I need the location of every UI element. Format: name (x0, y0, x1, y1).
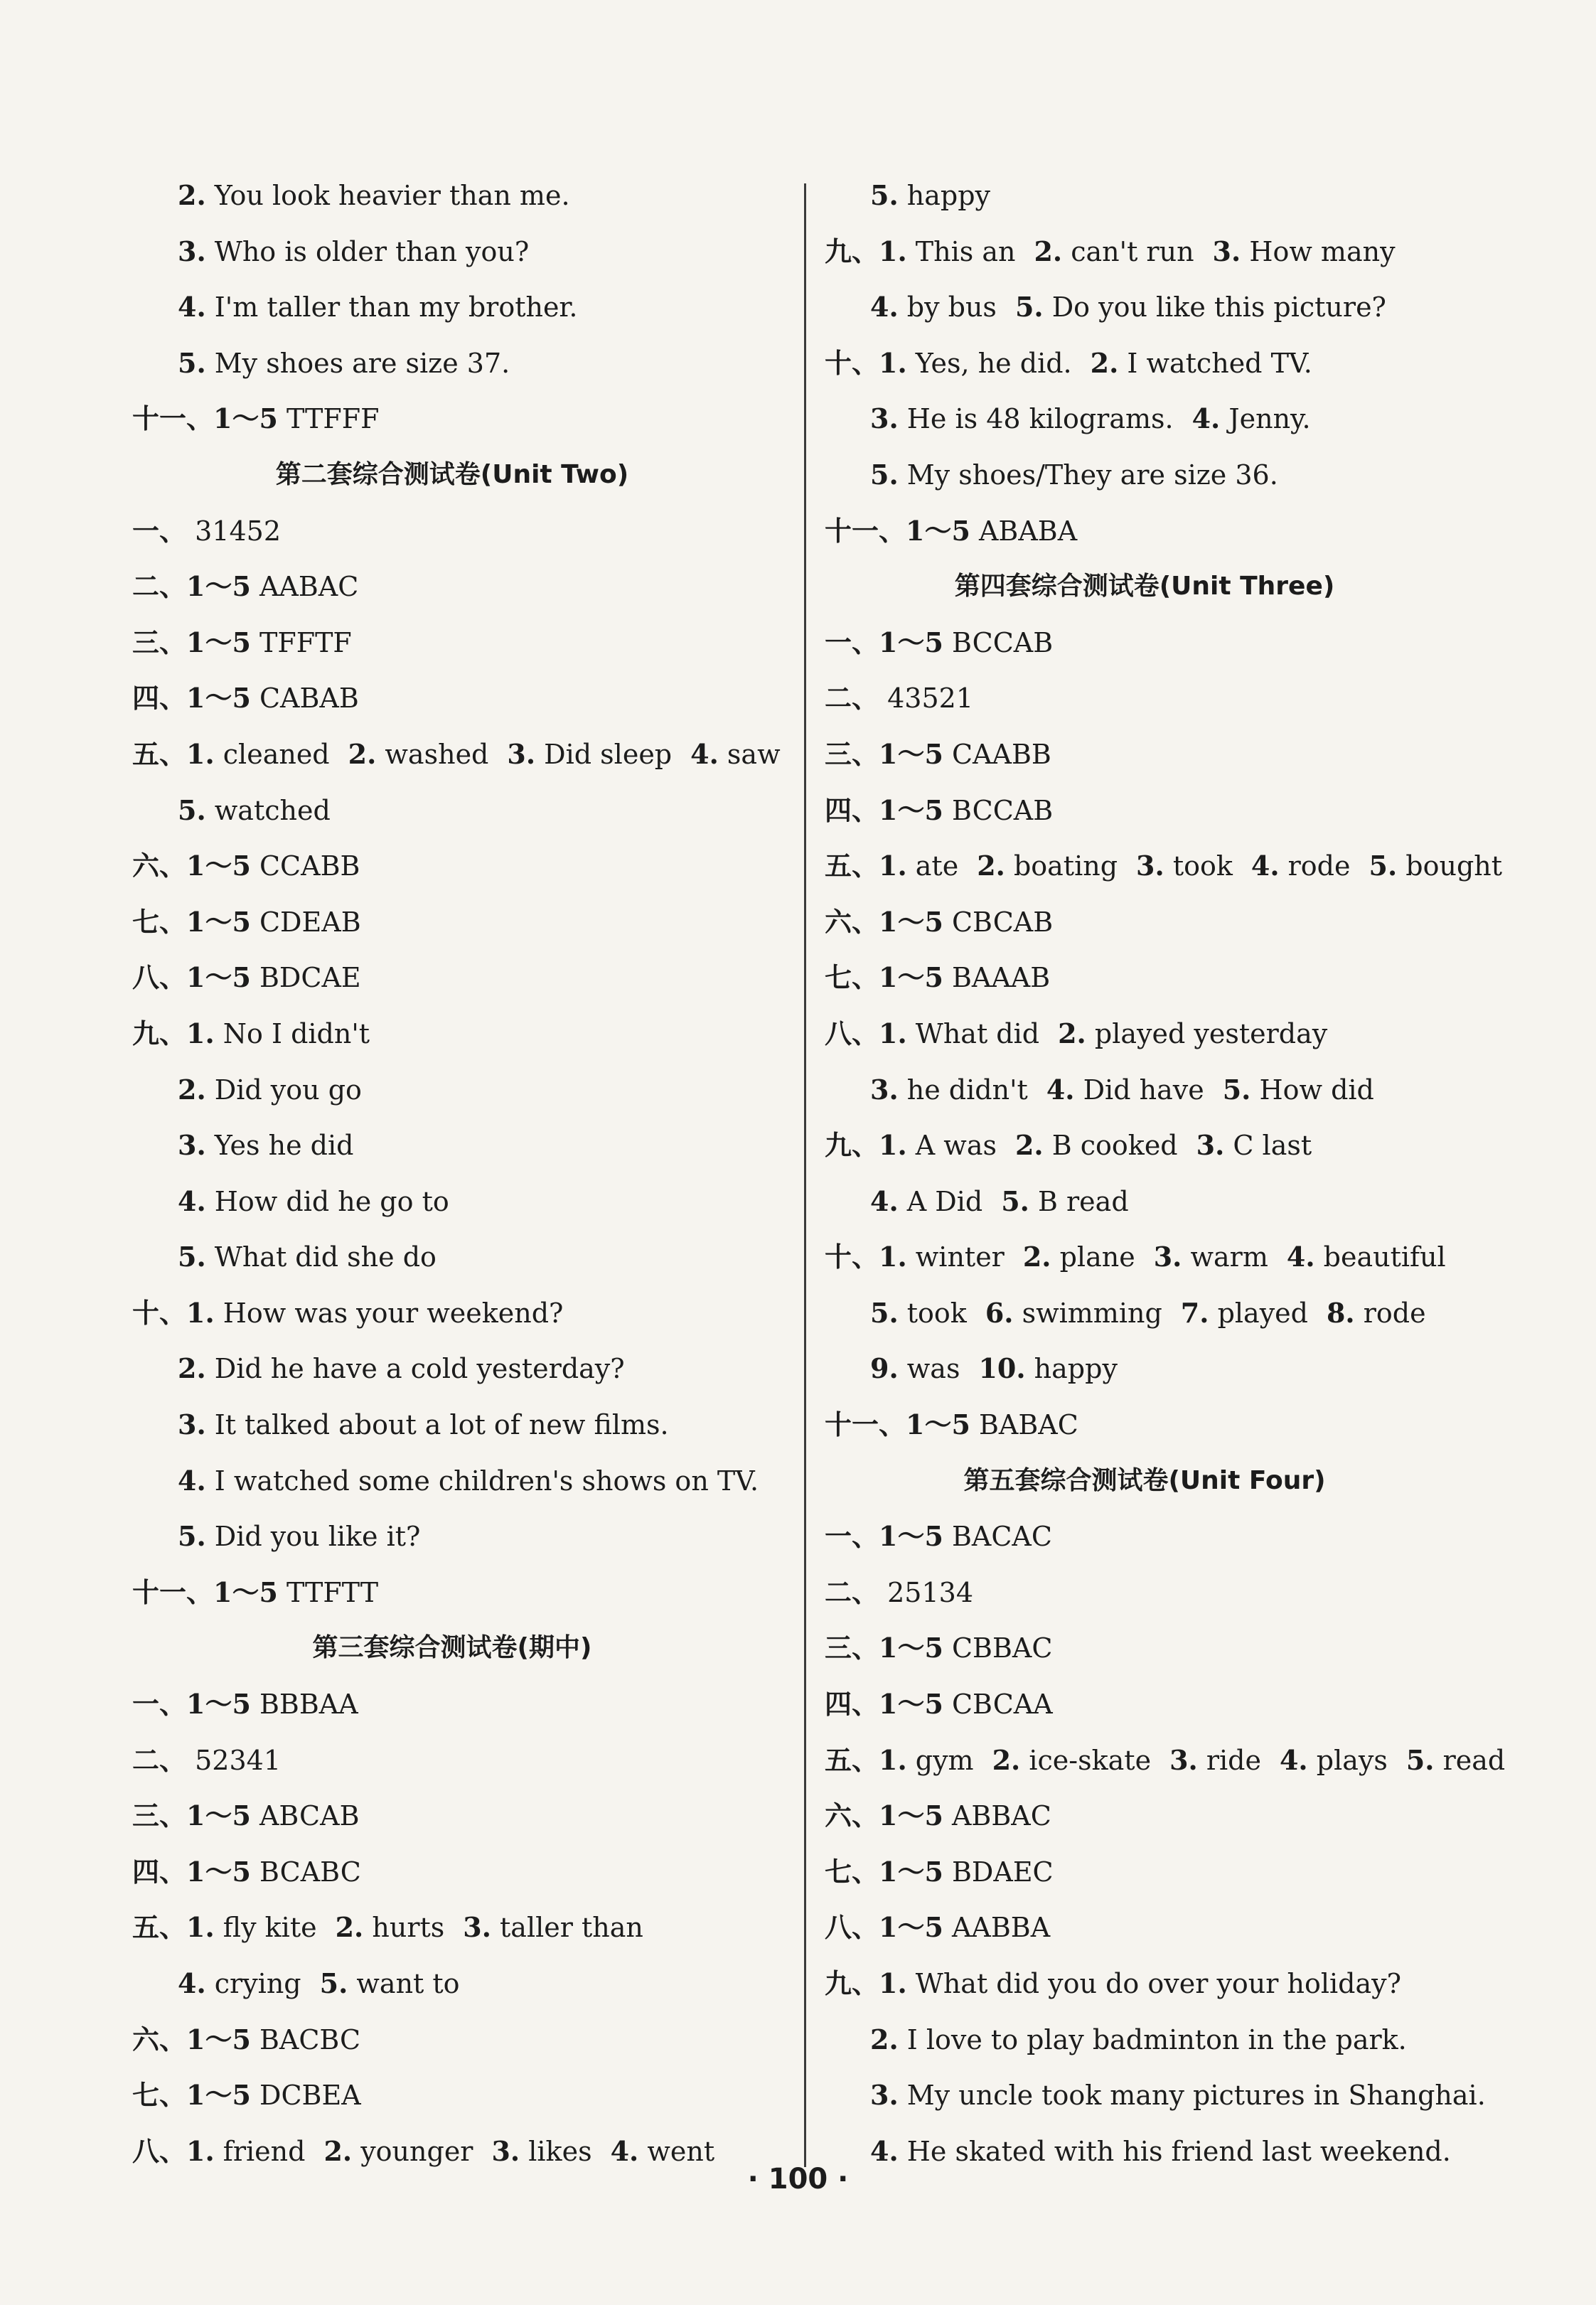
question-number: 九、1. (825, 1129, 907, 1162)
answer-text: can't run (1071, 235, 1194, 267)
question-number: 3. (1196, 1129, 1225, 1162)
answer-text: How many (1249, 235, 1396, 267)
answer-line (132, 615, 772, 671)
question-number: 一、1～5 (825, 1520, 943, 1553)
question-number: 3. (507, 737, 536, 770)
answer-text: CABAB (259, 683, 359, 715)
question-number: 2. (1014, 1129, 1044, 1162)
answer-text: BACBC (259, 2023, 361, 2055)
answer-text: CBCAB (951, 906, 1054, 938)
answer-line (132, 727, 781, 783)
answer-text: BCABC (259, 1856, 361, 1888)
question-number: 八、1. (825, 1017, 907, 1049)
answer-text: Do you like this picture? (1051, 292, 1386, 323)
question-number: 七、1～5 (825, 961, 943, 994)
answer-text: taller than (500, 1912, 643, 1944)
answer-line (132, 1844, 772, 1900)
question-number: 8. (1326, 1296, 1355, 1329)
question-number: 5. (1369, 850, 1398, 882)
answer-text: winter (915, 1241, 1005, 1273)
answer-line (132, 1676, 772, 1733)
question-number: 7. (1180, 1296, 1209, 1329)
answer-text: TTFTT (286, 1576, 379, 1608)
answer-line (132, 1397, 772, 1453)
answer-line (132, 559, 772, 615)
question-number: 2. (178, 1073, 206, 1106)
question-number: 4. (1191, 402, 1221, 435)
answer-line (825, 447, 1464, 503)
question-number: 4. (178, 1464, 206, 1497)
answer-text: My shoes/They are size 36. (906, 459, 1278, 491)
question-number: 五、1. (825, 1743, 907, 1776)
answer-text: hurts (372, 1912, 445, 1944)
answer-line (825, 1509, 1464, 1565)
answer-text: DCBEA (259, 2080, 361, 2112)
question-number: 七、1～5 (132, 2079, 251, 2112)
question-number: 10. (978, 1352, 1026, 1385)
answer-text: BCCAB (951, 626, 1054, 658)
answer-line (825, 1956, 1464, 2012)
answer-line (132, 279, 772, 336)
answer-text: ABCAB (259, 1800, 360, 1832)
question-number: 2. (977, 850, 1005, 882)
answer-text: AABBA (951, 1912, 1051, 1944)
question-number: 4. (1250, 850, 1280, 882)
question-number: 4. (870, 1184, 899, 1217)
question-number: 八、1. (132, 2134, 215, 2167)
answer-line (825, 838, 1503, 894)
answer-line (825, 2068, 1486, 2124)
answer-text: swimming (1022, 1297, 1162, 1329)
question-number: 2. (992, 1743, 1021, 1776)
answer-line (825, 1062, 1464, 1118)
question-number: 七、1～5 (132, 905, 251, 938)
answer-line (825, 670, 1464, 727)
answer-text: played (1217, 1297, 1308, 1329)
question-number: 4. (1046, 1073, 1075, 1106)
question-number: 4. (1279, 1743, 1308, 1776)
answer-line (825, 1285, 1464, 1342)
answer-line (132, 168, 772, 224)
question-number: 3. (870, 2079, 899, 2112)
question-number: 5. (178, 1241, 206, 1273)
question-number: 5. (178, 346, 206, 379)
answer-text: Did you like it? (214, 1521, 421, 1553)
answer-text: boating (1013, 850, 1118, 882)
question-number: 六、1～5 (825, 905, 943, 938)
answer-line (825, 1676, 1464, 1733)
answer-text: I'm taller than my brother. (214, 292, 578, 323)
answer-line (132, 1733, 772, 1789)
answer-text: It talked about a lot of new films. (214, 1409, 669, 1441)
answer-line (825, 1620, 1464, 1676)
answer-line (132, 1509, 772, 1565)
answer-text: CBCAA (951, 1689, 1053, 1721)
question-number: 八、1～5 (132, 961, 251, 994)
answer-line (825, 727, 1464, 783)
answer-line (825, 615, 1464, 671)
question-number: 4. (178, 291, 206, 323)
question-number: 3. (178, 1408, 206, 1441)
answer-text: likes (528, 2135, 592, 2167)
answer-text: ABBAC (951, 1800, 1051, 1832)
answer-line (825, 783, 1464, 839)
question-number: 四、1～5 (825, 1688, 943, 1721)
question-number: 2. (335, 1911, 364, 1944)
answer-line (132, 1565, 772, 1621)
question-number: 五、1. (132, 1911, 215, 1944)
answer-line (825, 503, 1464, 560)
answer-line (825, 1565, 1464, 1621)
question-number: 4. (870, 2134, 899, 2167)
answer-text: younger (360, 2135, 473, 2167)
answer-line (132, 224, 772, 280)
answer-text: crying (214, 1968, 301, 1999)
answer-line (825, 336, 1464, 392)
question-number: 3. (870, 402, 899, 435)
question-number: 2. (178, 1352, 206, 1385)
answer-text: took (1172, 850, 1233, 882)
answer-text: 52341 (195, 1744, 281, 1776)
answer-text: BDAEC (951, 1856, 1054, 1888)
question-number: 二、 (825, 1576, 879, 1608)
question-number: 三、1～5 (132, 626, 251, 658)
answer-line (132, 2012, 772, 2068)
answer-text: My shoes are size 37. (214, 347, 510, 379)
question-number: 四、1～5 (825, 793, 943, 826)
answer-text: happy (906, 180, 991, 211)
answer-line (132, 1229, 772, 1285)
question-number: 3. (491, 2134, 520, 2167)
answer-line (132, 670, 772, 727)
answer-line (132, 1453, 772, 1509)
answer-text: plays (1316, 1744, 1388, 1776)
answer-line (132, 2068, 772, 2124)
answer-text: This an (915, 235, 1016, 267)
answer-text: went (647, 2135, 715, 2167)
answer-line (132, 1788, 772, 1844)
answer-line (825, 1788, 1464, 1844)
answer-line (825, 391, 1464, 447)
question-number: 3. (1169, 1743, 1198, 1776)
question-number: 5. (178, 1520, 206, 1553)
question-number: 三、1～5 (825, 1632, 943, 1664)
question-number: 2. (323, 2134, 353, 2167)
answer-text: What did you do over your holiday? (915, 1968, 1401, 1999)
answer-line (132, 1174, 772, 1230)
question-number: 3. (870, 1073, 899, 1106)
left-column (132, 168, 781, 2179)
question-number: 一、 (132, 514, 187, 547)
question-number: 2. (870, 2023, 899, 2055)
answer-line (825, 279, 1464, 336)
answer-line (132, 336, 772, 392)
question-number: 5. (1001, 1184, 1029, 1217)
question-number: 十一、1～5 (825, 1408, 970, 1441)
question-number: 八、1～5 (825, 1911, 943, 1944)
question-number: 5. (870, 458, 899, 491)
answer-text: ride (1206, 1744, 1261, 1776)
answer-text: watched (214, 794, 331, 826)
answer-text: I watched some children's shows on TV. (214, 1465, 759, 1497)
answer-line (825, 1900, 1464, 1956)
question-number: 5. (870, 1296, 899, 1329)
question-number: 6. (985, 1296, 1014, 1329)
answer-line (825, 1397, 1464, 1453)
section-heading: 第三套综合测试卷(期中) (312, 1633, 592, 1663)
answer-line (825, 1006, 1464, 1062)
answer-text: ate (915, 850, 959, 882)
question-number: 十、1. (825, 1241, 907, 1273)
answer-text: Jenny. (1228, 403, 1311, 435)
answer-text: warm (1190, 1241, 1268, 1273)
question-number: 五、1. (132, 737, 215, 770)
answer-text: 43521 (887, 683, 973, 715)
column-divider (804, 183, 806, 2167)
section-heading: 第二套综合测试卷(Unit Two) (275, 459, 629, 489)
answer-text: read (1442, 1744, 1506, 1776)
answer-line (132, 894, 772, 951)
section-heading: 第五套综合测试卷(Unit Four) (963, 1465, 1326, 1495)
answer-line (132, 1900, 772, 1956)
answer-line (825, 224, 1464, 280)
question-number: 5. (1405, 1743, 1435, 1776)
answer-text: BAAAB (951, 962, 1051, 994)
answer-line (825, 1733, 1506, 1789)
question-number: 4. (870, 291, 899, 323)
answer-text: CCABB (259, 850, 360, 882)
answer-line (132, 783, 772, 839)
answer-text: friend (223, 2135, 306, 2167)
answer-line (132, 1285, 772, 1342)
answer-line (825, 1341, 1464, 1397)
answer-text: I love to play badminton in the park. (906, 2023, 1407, 2055)
answer-text: Did sleep (544, 738, 673, 770)
answer-text: Yes, he did. (915, 347, 1072, 379)
question-number: 六、1～5 (825, 1799, 943, 1832)
question-number: 9. (870, 1352, 899, 1385)
question-number: 七、1～5 (825, 1855, 943, 1888)
answer-text: You look heavier than me. (214, 180, 570, 211)
answer-text: bought (1405, 850, 1503, 882)
question-number: 三、1～5 (132, 1799, 251, 1832)
answer-text: ice-skate (1029, 1744, 1152, 1776)
question-number: 2. (1022, 1241, 1051, 1273)
answer-text: BBBAA (259, 1689, 358, 1721)
answer-text: BABAC (978, 1409, 1078, 1441)
question-number: 十、1. (132, 1296, 215, 1329)
answer-text: was (906, 1353, 960, 1385)
answer-line (825, 1174, 1464, 1230)
question-number: 5. (178, 793, 206, 826)
answer-text: How was your weekend? (223, 1297, 564, 1329)
question-number: 3. (463, 1911, 491, 1944)
answer-text: No I didn't (223, 1017, 370, 1049)
answer-text: Who is older than you? (214, 235, 530, 267)
question-number: 一、1～5 (132, 1688, 251, 1721)
answer-text: What did she do (214, 1241, 437, 1273)
answer-text: happy (1034, 1353, 1118, 1385)
answer-text: A was (915, 1130, 997, 1162)
question-number: 5. (319, 1967, 348, 1999)
question-number: 5. (1222, 1073, 1251, 1106)
question-number: 2. (1058, 1017, 1086, 1049)
question-number: 十一、1～5 (132, 402, 278, 435)
answer-text: TTFFF (286, 403, 380, 435)
answer-line (132, 950, 772, 1006)
answer-text: washed (385, 738, 489, 770)
answer-text: fly kite (223, 1912, 317, 1944)
answer-line (825, 168, 1464, 224)
question-number: 九、1. (132, 1017, 215, 1049)
answer-line (132, 391, 772, 447)
question-number: 二、 (132, 1743, 187, 1776)
answer-text: 25134 (887, 1576, 973, 1608)
answer-text: want to (356, 1968, 460, 1999)
page-number: · 100 · (747, 2163, 849, 2196)
answer-text: Did you go (214, 1074, 362, 1106)
answer-text: Yes he did (214, 1130, 354, 1162)
answer-line (825, 950, 1464, 1006)
answer-text: How did (1259, 1074, 1374, 1106)
answer-line (825, 894, 1464, 951)
answer-text: Did have (1083, 1074, 1204, 1106)
answer-line (132, 1118, 772, 1174)
answer-text: What did (915, 1017, 1040, 1049)
question-number: 十一、1～5 (132, 1576, 278, 1608)
answer-text: plane (1059, 1241, 1135, 1273)
answer-text: My uncle took many pictures in Shanghai. (906, 2080, 1486, 2112)
question-number: 4. (690, 737, 719, 770)
question-number: 3. (1212, 235, 1241, 267)
answer-text: BCCAB (951, 794, 1054, 826)
answer-text: rode (1363, 1297, 1426, 1329)
section-heading: 第四套综合测试卷(Unit Three) (954, 572, 1335, 601)
answer-text: took (906, 1297, 967, 1329)
answer-line (132, 1341, 772, 1397)
question-number: 九、1. (825, 235, 907, 267)
question-number: 九、1. (825, 1967, 907, 1999)
question-number: 3. (178, 1129, 206, 1162)
question-number: 4. (1286, 1241, 1315, 1273)
question-number: 十一、1～5 (825, 514, 970, 547)
answer-text: AABAC (259, 571, 359, 603)
answer-text: beautiful (1323, 1241, 1446, 1273)
answer-text: BACAC (951, 1521, 1052, 1553)
answer-text: ABABA (978, 515, 1078, 547)
answer-text: C last (1233, 1130, 1312, 1162)
answer-text: CDEAB (259, 906, 361, 938)
question-number: 三、1～5 (825, 737, 943, 770)
answer-text: he didn't (906, 1074, 1028, 1106)
answer-line (825, 1844, 1464, 1900)
question-number: 5. (1014, 291, 1044, 323)
question-number: 3. (1136, 850, 1164, 882)
answer-line (825, 1229, 1464, 1285)
question-number: 一、1～5 (825, 626, 943, 658)
answer-text: BDCAE (259, 962, 361, 994)
question-number: 3. (178, 235, 206, 267)
question-number: 四、1～5 (132, 1855, 251, 1888)
question-number: 4. (178, 1967, 206, 1999)
answer-text: Did he have a cold yesterday? (214, 1353, 625, 1385)
question-number: 二、 (825, 682, 879, 715)
answer-text: played yesterday (1094, 1017, 1328, 1049)
answer-text: A Did (906, 1185, 983, 1217)
question-number: 五、1. (825, 850, 907, 882)
answer-text: saw (727, 738, 781, 770)
answer-line (132, 1062, 772, 1118)
question-number: 四、1～5 (132, 682, 251, 715)
answer-text: 31452 (195, 515, 281, 547)
question-number: 六、1～5 (132, 2023, 251, 2055)
answer-text: rode (1287, 850, 1351, 882)
answer-line (132, 1006, 772, 1062)
answer-text: by bus (906, 292, 997, 323)
answer-line (132, 1956, 772, 2012)
answer-line (132, 503, 772, 560)
answer-text: I watched TV. (1127, 347, 1312, 379)
answer-text: CBBAC (951, 1632, 1053, 1664)
answer-line (825, 2012, 1464, 2068)
answer-text: gym (915, 1744, 974, 1776)
answer-text: How did he go to (214, 1185, 449, 1217)
answer-text: He skated with his friend last weekend. (906, 2135, 1451, 2167)
question-number: 5. (870, 179, 899, 211)
question-number: 十、1. (825, 346, 907, 379)
answer-text: B read (1038, 1185, 1129, 1217)
question-number: 4. (178, 1184, 206, 1217)
question-number: 2. (1090, 346, 1119, 379)
question-number: 2. (1034, 235, 1063, 267)
answer-line (825, 1118, 1464, 1174)
answer-text: CAABB (951, 738, 1051, 770)
answer-line (132, 838, 772, 894)
answer-text: B cooked (1051, 1130, 1178, 1162)
question-number: 3. (1153, 1241, 1182, 1273)
question-number: 六、1～5 (132, 850, 251, 882)
right-column (825, 168, 1506, 2179)
answer-text: cleaned (223, 738, 330, 770)
answer-text: He is 48 kilograms. (906, 403, 1174, 435)
answer-text: TFFTF (259, 626, 352, 658)
question-number: 2. (348, 737, 377, 770)
question-number: 二、1～5 (132, 570, 251, 603)
question-number: 4. (610, 2134, 639, 2167)
question-number: 2. (178, 179, 206, 211)
